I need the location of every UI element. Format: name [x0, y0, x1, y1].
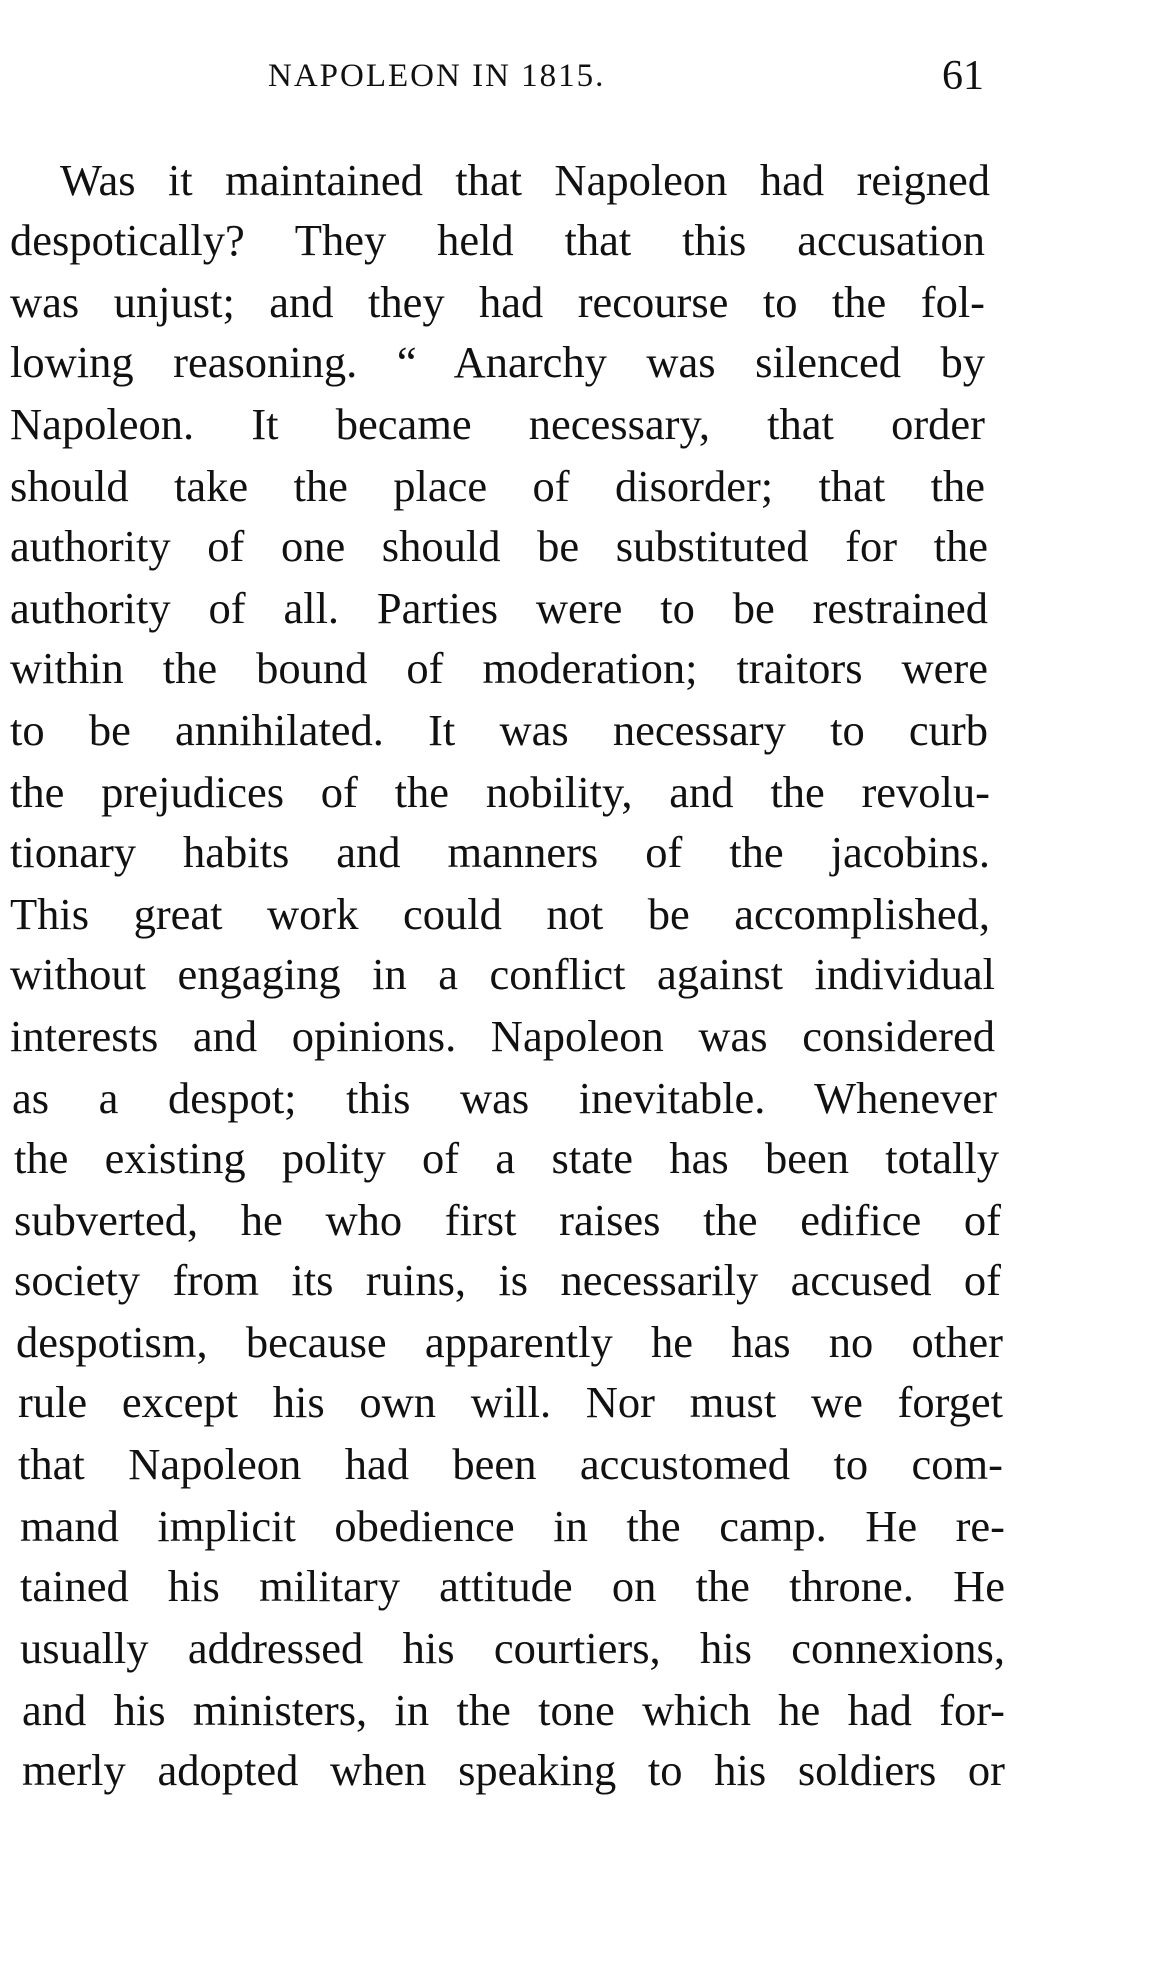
- text-line: usually addressed his courtiers, his connexions,: [20, 1623, 1005, 1673]
- text-line: authority of one should be substituted for the: [10, 521, 988, 571]
- text-line: mand implicit obedience in the camp. He re-: [20, 1501, 1005, 1551]
- text-line: the existing polity of a state has been totally: [14, 1133, 999, 1183]
- text-line: subverted, he who first raises the edifice of: [14, 1195, 1001, 1245]
- text-line: society from its ruins, is necessarily accused of: [14, 1255, 1001, 1305]
- text-line: and his ministers, in the tone which he had for-: [22, 1685, 1005, 1735]
- text-line: authority of all. Parties were to be restrained: [10, 583, 988, 633]
- text-line: Was it maintained that Napoleon had reigned: [60, 155, 990, 205]
- text-line: rule except his own will. Nor must we forget: [18, 1377, 1003, 1427]
- text-line: Napoleon. It became necessary, that order: [10, 399, 985, 449]
- text-line: that Napoleon had been accustomed to com-: [18, 1439, 1003, 1489]
- text-line: within the bound of moderation; traitors were: [10, 643, 988, 693]
- text-line: This great work could not be accomplished,: [10, 889, 990, 939]
- text-line: to be annihilated. It was necessary to curb: [10, 705, 988, 755]
- text-line: should take the place of disorder; that the: [10, 461, 985, 511]
- text-line: lowing reasoning. “ Anarchy was silenced by: [10, 337, 985, 387]
- text-line: without engaging in a conflict against individual: [10, 949, 995, 999]
- running-title: NAPOLEON IN 1815.: [268, 58, 606, 94]
- text-line: tionary habits and manners of the jacobins.: [10, 827, 990, 877]
- text-line: was unjust; and they had recourse to the fol-: [10, 277, 985, 327]
- text-line: merly adopted when speaking to his soldiers or: [22, 1745, 1005, 1795]
- text-line: the prejudices of the nobility, and the revolu-: [10, 767, 990, 817]
- text-line: tained his military attitude on the throne. He: [20, 1561, 1005, 1611]
- page-number: 61: [942, 53, 984, 99]
- text-line: interests and opinions. Napoleon was considered: [10, 1011, 995, 1061]
- text-line: despotically? They held that this accusation: [10, 215, 985, 265]
- text-line: as a despot; this was inevitable. Whenever: [12, 1073, 997, 1123]
- running-header: [0, 52, 1155, 112]
- text-line: despotism, because apparently he has no other: [16, 1317, 1003, 1367]
